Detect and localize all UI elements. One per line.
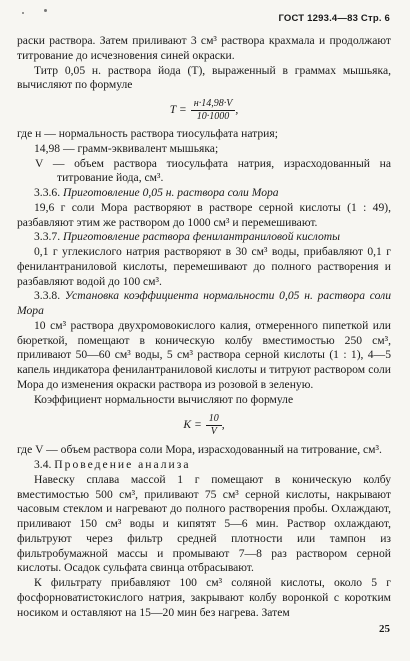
section-heading: [17, 458, 391, 473]
formula-lhs: T =: [169, 102, 187, 116]
section-number: 3.3.8.: [34, 289, 61, 303]
page-number: 25: [379, 623, 390, 635]
page-header: ГОСТ 1293.4—83 Стр. 6: [278, 13, 390, 24]
formula-titer: [17, 93, 391, 127]
paragraph: 10 см³ раствора двухромовокислого калия, отмеренного пипеткой или бюреткой, помещают в коническую колбу вместимостью 250 см³, приливают 50—60 см³ воды, 5 см³ раствора серной кислоты (1 : 1), 4—5 капель индикатора фенилантраниловой кислоты и титруют раствором соли Мора до изменения окраски раствора из розовой в зеленую.: [17, 318, 391, 391]
formula-lhs: K =: [183, 417, 202, 431]
section-number: 3.3.7.: [34, 230, 61, 244]
paragraph: раски раствора. Затем приливают 3 см³ раствора крахмала и продолжают титрование до исчезновения синей окраски.: [17, 34, 391, 62]
section-number: 3.3.6.: [34, 186, 61, 199]
section-title: Приготовление раствора фенилантраниловой кислоты: [63, 230, 340, 244]
formula-denominator: 10·1000: [196, 110, 230, 122]
section-number: 3.4.: [34, 458, 52, 471]
formula-tail: ,: [221, 417, 225, 431]
paragraph: Навеску сплава массой 1 г помещают в коническую колбу вместимостью 500 см³, приливают 75 см³ серной кислоты, накрывают часовым стеклом и нагревают до полного растворения пробы. Охлаждают, приливают 150 см³ воды и кипятят 5—6 мин. Раствор охлаждают, фильтруют через фильтр средней плотности или тампон из фильтробумажной массы и промывают 7—8 раз раствором серной кислоты. Осадок сульфата свинца отбрасывают.: [17, 472, 391, 575]
section-title: Установка коэффициента нормальности 0,05 н. раствора соли Мора: [17, 289, 391, 317]
section-heading: [17, 186, 391, 201]
document-body: [17, 34, 391, 620]
formula-fraction: [191, 97, 239, 123]
formula-tail: ,: [235, 102, 239, 116]
formula-denominator: V: [210, 425, 217, 437]
formula-numerator: 10: [206, 413, 222, 426]
section-heading: [17, 289, 391, 319]
paragraph: 0,1 г углекислого натрия растворяют в 30 см³ воды, прибавляют 0,1 г фенилантраниловой кислоты, перемешивают до полного растворения и разбавляют водой до 100 см³.: [17, 245, 391, 288]
definition-line: где н — нормальность раствора тиосульфата натрия;: [17, 127, 278, 140]
paragraph: К фильтрату прибавляют 100 см³ соляной кислоты, около 5 г фосфорноватистокислого натрия, закрывают колбу воронкой с коротким носиком и оставляют на 15—20 мин без нагрева. Затем: [17, 576, 391, 619]
section-heading: [17, 230, 391, 245]
formula-coefficient: [17, 407, 391, 443]
paragraph: 19,6 г соли Мора растворяют в растворе серной кислоты (1 : 49), разбавляют этим же раствором до 1000 см³ и перемешивают.: [17, 200, 391, 229]
section-title: Приготовление 0,05 н. раствора соли Мора: [63, 186, 279, 199]
scan-speck: [44, 9, 47, 12]
scan-speck: [22, 12, 24, 14]
definition-line: где V — объем раствора соли Мора, израсходованный на титрование, см³.: [17, 443, 382, 457]
paragraph: Коэффициент нормальности вычисляют по формуле: [34, 392, 294, 406]
paragraph: Титр 0,05 н. раствора йода (T), выраженный в граммах мышьяка, вычисляют по формуле: [17, 63, 391, 92]
definition-line: 14,98 — грамм-эквивалент мышьяка;: [34, 141, 219, 155]
definition-line: V — объем раствора тиосульфата натрия, израсходованный на титрование йода, см³.: [35, 156, 391, 185]
formula-numerator: н·14,98·V: [191, 98, 236, 111]
formula-fraction: [206, 413, 222, 438]
section-title: Проведение анализа: [54, 458, 191, 471]
